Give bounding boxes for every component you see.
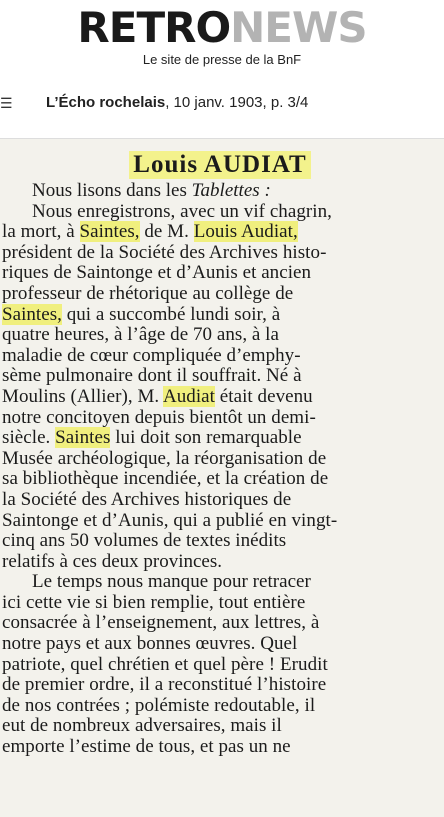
logo-retro-text: RETRO: [77, 3, 231, 52]
article-line: [2, 366, 440, 387]
line-text: de premier ordre, il a reconstitué l’histoire: [2, 674, 327, 696]
article-body: [0, 181, 440, 758]
article-line: [2, 675, 440, 696]
article-line: [2, 469, 440, 490]
article-line: [2, 428, 440, 449]
line-text: la mort, à: [2, 221, 80, 243]
site-header: [0, 0, 444, 78]
article-line: [2, 655, 440, 676]
line-text: président de la Société des Archives histo-: [2, 241, 327, 263]
publication-name: Tablettes :: [191, 180, 271, 201]
article-line: [2, 552, 440, 573]
document-info-bar: [0, 86, 444, 122]
line-text: qui a succombé lundi soir, à: [61, 303, 281, 325]
line-text: patriote, quel chrétien et quel père ! Erudit: [2, 653, 328, 675]
article-line: [2, 531, 440, 552]
line-text: sa bibliothèque incendiée, et la création de: [2, 468, 329, 490]
line-text: cinq ans 50 volumes de textes inédits: [2, 530, 287, 552]
line-text: quatre heures, à l’âge de 70 ans, à la: [2, 324, 279, 346]
line-text: Saintonge et d’Aunis, qui a publié en vingt-: [2, 509, 338, 531]
article-line: [2, 325, 440, 346]
search-highlight: Saintes: [55, 427, 111, 449]
line-text: sème pulmonaire dont il souffrait. Né à: [2, 365, 302, 387]
article-line: [2, 284, 440, 305]
article-line: [2, 243, 440, 264]
article-line: [2, 490, 440, 511]
document-reference: [46, 94, 308, 112]
line-text: Le temps nous manque pour retracer: [32, 571, 311, 593]
article-line: [2, 408, 440, 429]
search-highlight: Saintes,: [79, 221, 140, 243]
logo-news-text: NEWS: [230, 3, 367, 52]
article-line: [2, 387, 440, 408]
line-text: de nos contrées ; polémiste redoutable, il: [2, 694, 316, 716]
article-line: [2, 305, 440, 326]
article-line: [2, 263, 440, 284]
search-highlight: Audiat: [162, 385, 215, 407]
article-line: [2, 511, 440, 532]
line-text: consacrée à l’enseignement, aux lettres, à: [2, 612, 320, 634]
line-text: Musée archéologique, la réorganisation de: [2, 447, 327, 469]
line-text: de M.: [139, 221, 194, 243]
newspaper-page-viewer[interactable]: [0, 138, 444, 817]
search-highlight: Saintes,: [2, 303, 62, 325]
line-text: lui doit son remarquable: [110, 427, 302, 449]
line-text: siècle.: [2, 427, 56, 449]
article-line: [2, 202, 440, 223]
line-text: riques de Saintonge et d’Aunis et ancien: [2, 262, 312, 284]
article-line: [2, 346, 440, 367]
line-text: professeur de rhétorique au collège de: [2, 282, 294, 304]
issue-details: , 10 janv. 1903, p. 3/4: [165, 94, 309, 111]
article-line: [2, 716, 440, 737]
line-text: maladie de cœur compliquée d’emphy-: [2, 344, 301, 366]
article-line: [2, 737, 440, 758]
menu-icon[interactable]: ☰: [0, 95, 13, 111]
line-text: eut de nombreux adversaires, mais il: [2, 715, 282, 737]
line-text: était devenu: [214, 385, 313, 407]
line-text: notre concitoyen depuis bientôt un demi-: [2, 406, 316, 428]
retronews-logo[interactable]: [0, 3, 444, 52]
article-title: Louis AUDIAT: [129, 151, 310, 179]
article-line: [2, 593, 440, 614]
article-line: [2, 613, 440, 634]
line-text: Nous lisons dans les: [32, 180, 192, 201]
search-highlight: Louis Audiat,: [193, 221, 298, 243]
site-tagline: Le site de presse de la BnF: [142, 52, 302, 67]
line-text: relatifs à ces deux provinces.: [2, 550, 222, 572]
line-text: Nous enregistrons, avec un vif chagrin,: [32, 200, 332, 222]
line-text: ici cette vie si bien remplie, tout entière: [2, 591, 306, 613]
article-line: [2, 222, 440, 243]
article-scan: [0, 139, 444, 758]
article-line: [2, 572, 440, 593]
line-text: Moulins (Allier), M.: [2, 385, 163, 407]
line-text: notre pays et aux bonnes œuvres. Quel: [2, 633, 298, 655]
article-line: [2, 181, 440, 202]
article-line: [2, 634, 440, 655]
article-line: [2, 696, 440, 717]
line-text: emporte l’estime de tous, et pas un ne: [2, 736, 291, 758]
line-text: la Société des Archives historiques de: [2, 488, 292, 510]
journal-title[interactable]: L’Écho rochelais: [46, 94, 166, 111]
article-line: [2, 449, 440, 470]
